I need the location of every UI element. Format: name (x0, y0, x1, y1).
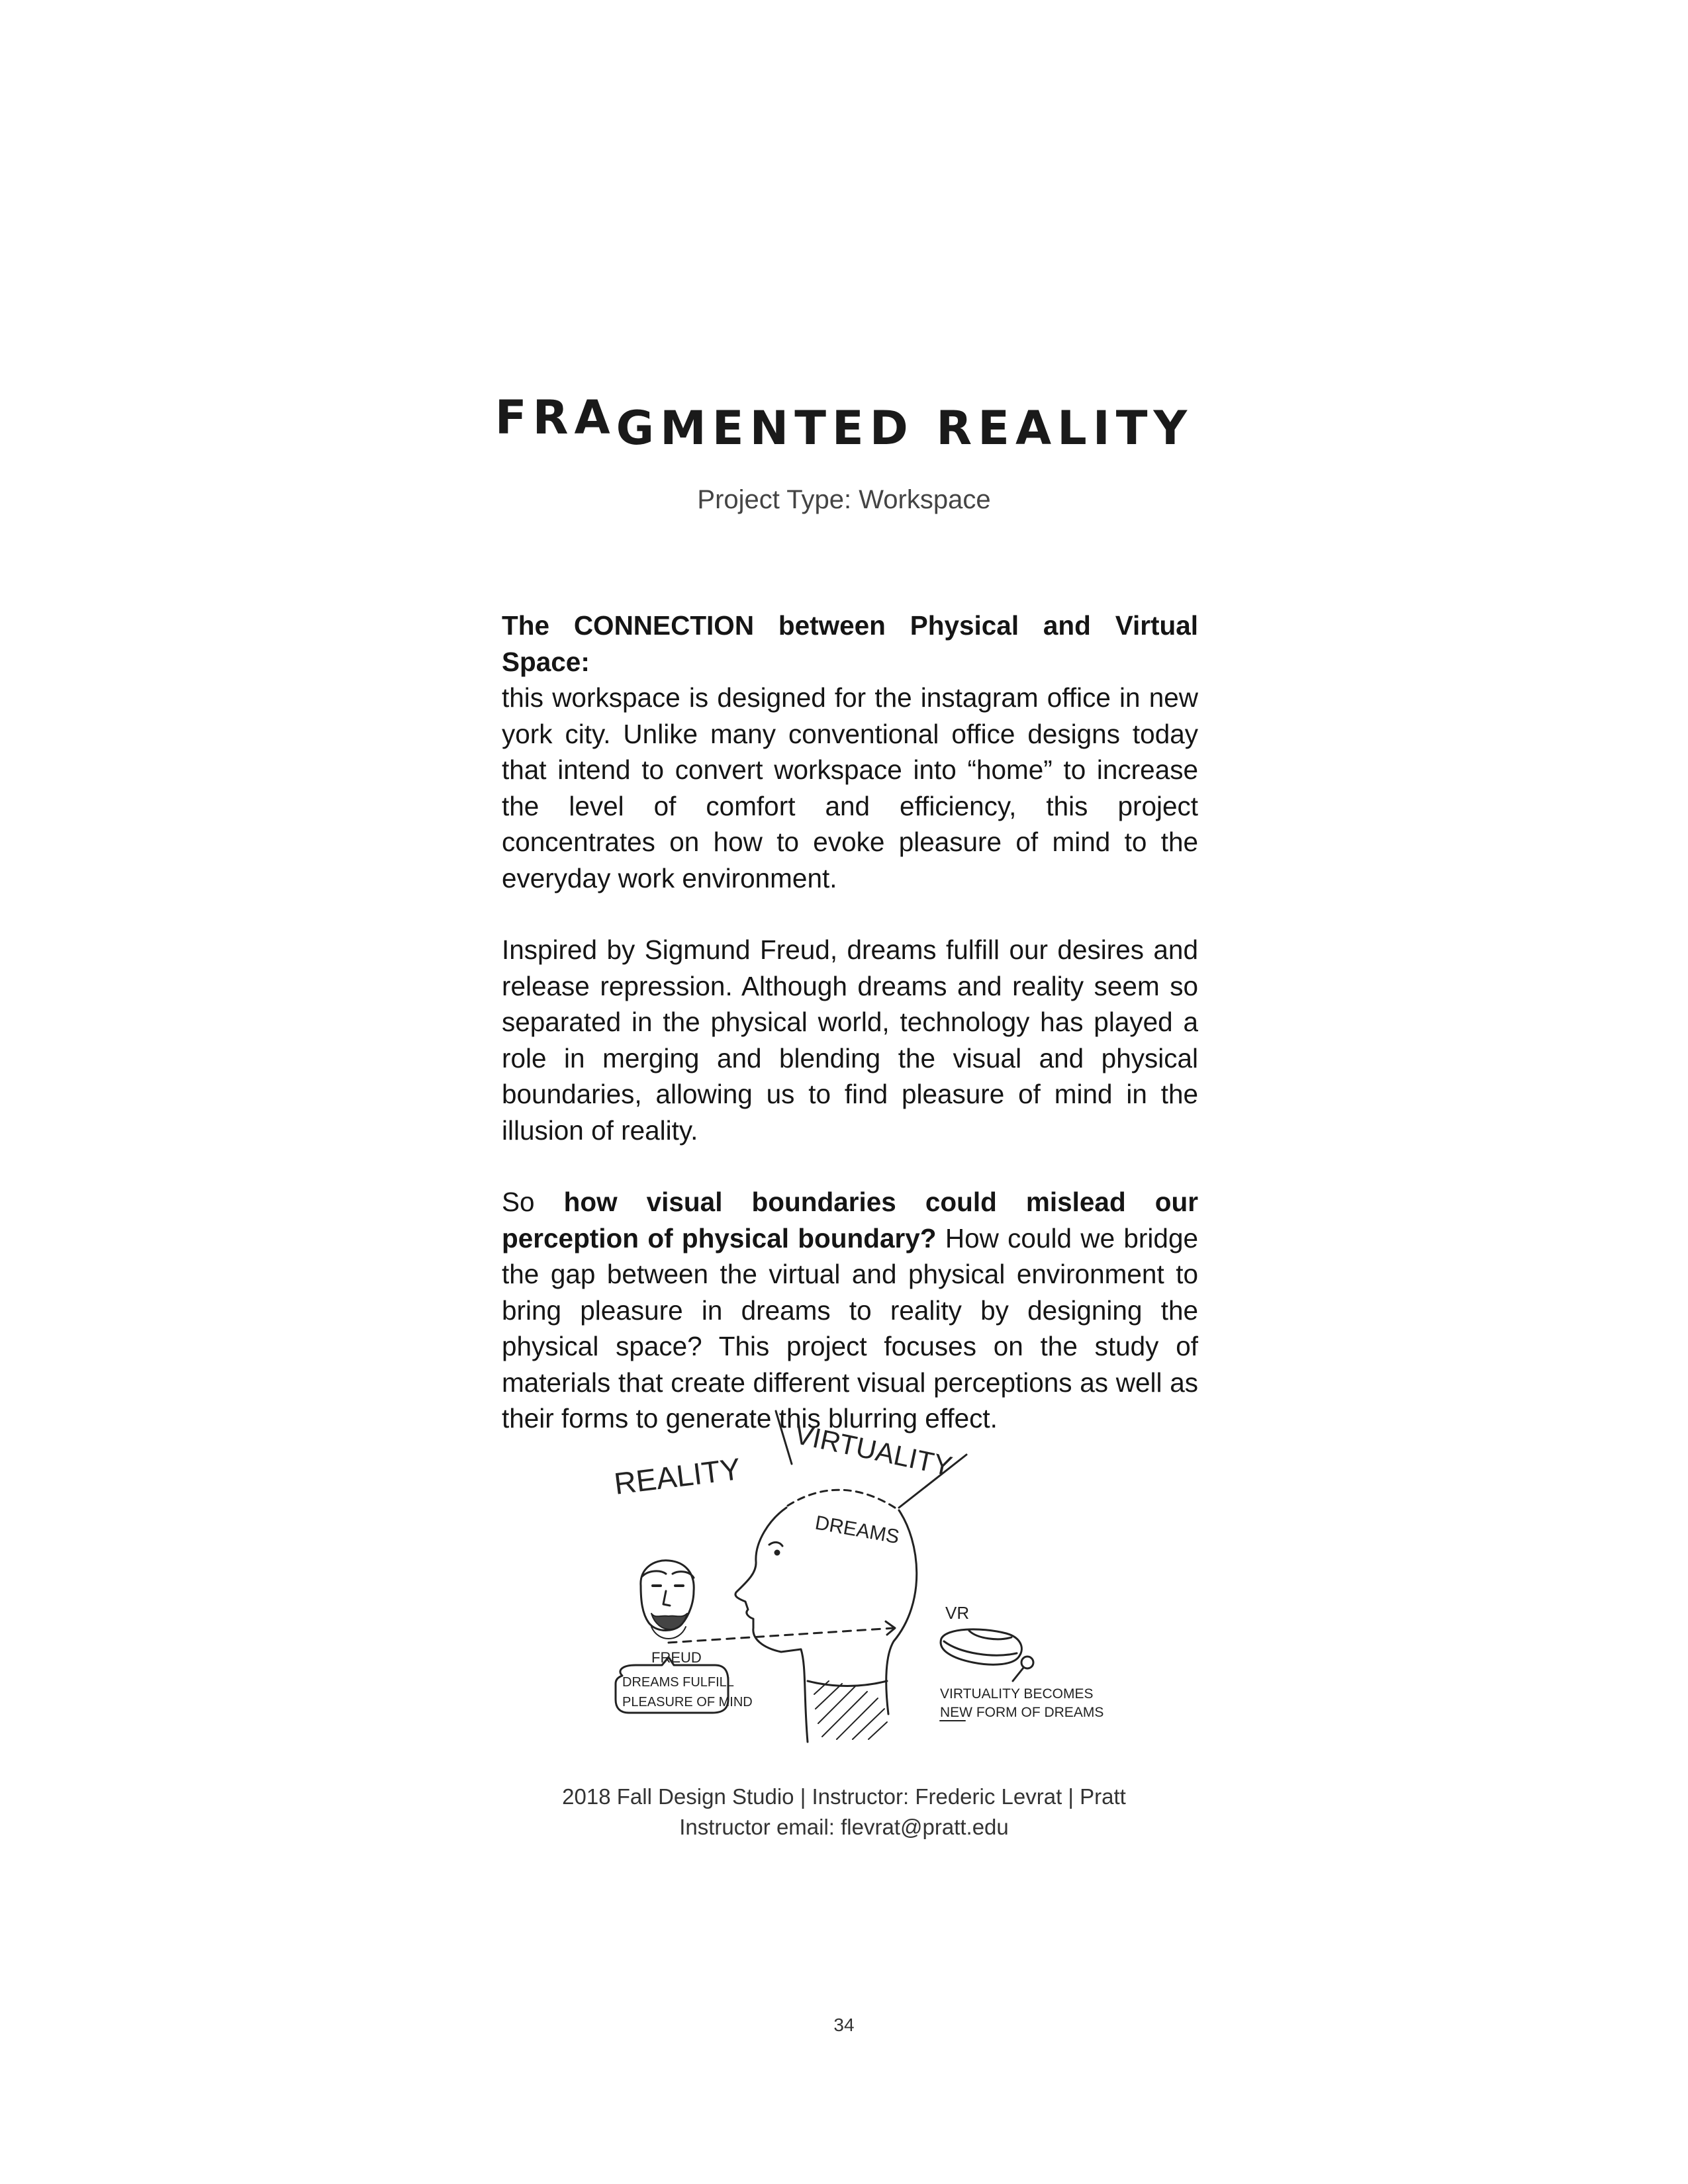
paragraph-heading: The CONNECTION between Physical and Virtual Space: (502, 610, 1198, 677)
sketch-label-reality: REALITY (612, 1451, 743, 1501)
sketch-label-virtuality: VIRTUALITY (792, 1418, 955, 1482)
page-title (0, 390, 1688, 455)
body-text (502, 608, 1198, 1437)
sketch-label-vr: VR (945, 1603, 970, 1623)
dreams-dashed-arc (788, 1490, 897, 1509)
bubble-text-line-1: DREAMS FULFILL (622, 1675, 734, 1690)
sketch-label-freud: FREUD (651, 1649, 702, 1666)
sketch-label-dreams: DREAMS (813, 1512, 901, 1549)
eye (769, 1542, 782, 1546)
vr-headset-icon (941, 1629, 1033, 1681)
virtuality-line-left (776, 1411, 792, 1464)
footer-credits: 2018 Fall Design Studio | Instructor: Frederic Levrat | Pratt (562, 1784, 1126, 1809)
paragraph-3-question: how visual boundaries could mislead our perception of physical boundary? (502, 1187, 1198, 1253)
freud-portrait (641, 1561, 694, 1639)
paragraph-3-text: How could we bridge the gap between the virtual and physical environment to bring pleasure in dreams to reality by designing the physical space? This project focuses on the study of materials that create different visual perceptions as well as their forms to generate this blurring effect. (502, 1222, 1198, 1433)
caption-line-2: NEW FORM OF DREAMS (940, 1705, 1104, 1720)
page-number: 34 (833, 2015, 855, 2035)
neck-line (808, 1681, 887, 1686)
title-part-2: GMENTED REALITY (616, 401, 1194, 455)
concept-sketch (583, 1403, 1125, 1747)
neck-hatching (814, 1681, 887, 1739)
paragraph-freud: Inspired by Sigmund Freud, dreams fulfill our desires and release repression. Although dreams and reality seem so separated in the physical world, technology has played a role in merging and blending the visual and physical boundaries, allowing us to find pleasure of mind in the illusion of reality. (502, 934, 1198, 1146)
footer-email: Instructor email: flevrat@pratt.edu (679, 1815, 1009, 1839)
paragraph-question (502, 1184, 1198, 1437)
paragraph-connection (502, 608, 1198, 896)
bubble-text-line-2: PLEASURE OF MIND (622, 1695, 753, 1709)
project-type: Project Type: Workspace (697, 485, 991, 514)
paragraph-3-lead: So (502, 1187, 564, 1217)
projection-arrow (669, 1628, 894, 1643)
title-part-1: FRA (494, 390, 616, 445)
caption-line-1: VIRTUALITY BECOMES (940, 1686, 1094, 1702)
eye-dot (775, 1551, 779, 1555)
footer (0, 1782, 1688, 1843)
paragraph-1-text: this workspace is designed for the instagram office in new york city. Unlike many conventional office designs today that intend to convert workspace into “home” to increase the level of comfort and efficiency, this project concentrates on how to evoke pleasure of mind to the everyday work environment. (502, 682, 1198, 893)
